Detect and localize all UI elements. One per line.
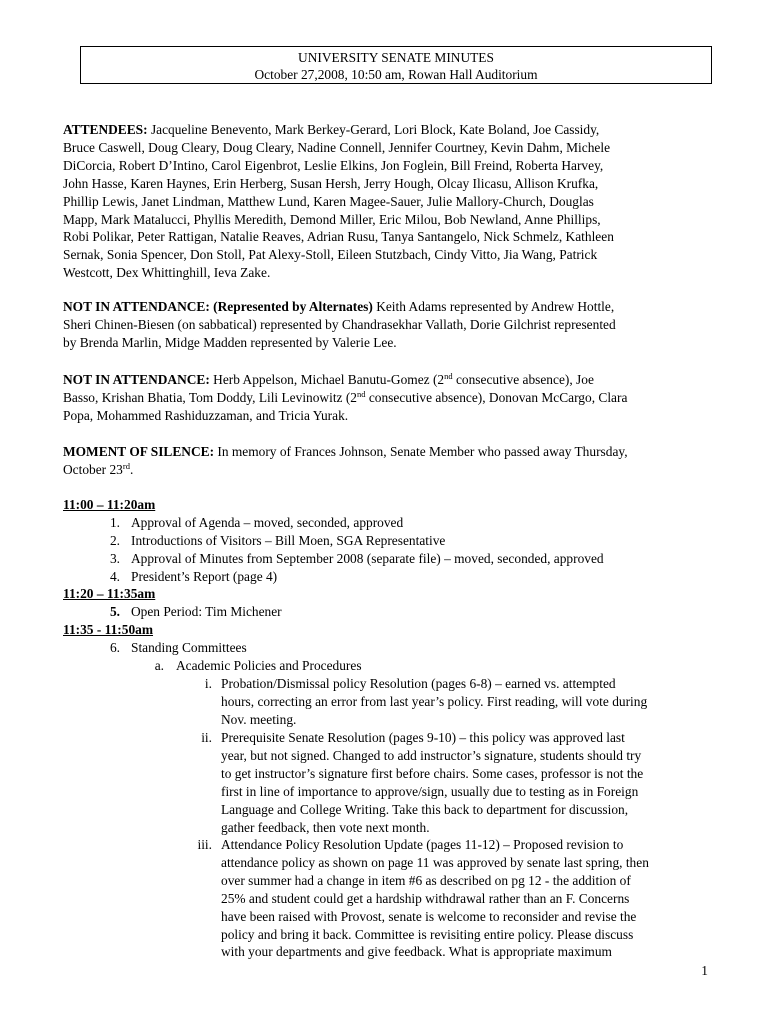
- alternates-line: by Brenda Marlin, Midge Madden represented by Valerie Lee.: [63, 334, 397, 350]
- attendees-line: Bruce Caswell, Doug Cleary, Doug Cleary, Nadine Connell, Jennifer Courtney, Kevin Dahm, Michele: [63, 139, 611, 155]
- absent-text: consecutive absence), Joe: [452, 372, 594, 387]
- roman-item-line: gather feedback, then vote next month.: [221, 819, 430, 835]
- agenda-item-number: 3.: [109, 551, 120, 566]
- absent-text: Herb Appelson, Michael Banutu-Gomez (2: [209, 372, 445, 387]
- attendees-line: Westcott, Dex Whittinghill, Ieva Zake.: [63, 265, 271, 281]
- silence-paragraph: [63, 443, 711, 479]
- silence-text: In memory of Frances Johnson, Senate Member who passed away Thursday,: [214, 444, 628, 459]
- page-number: 1: [701, 963, 708, 978]
- roman-item-number: i.: [204, 676, 212, 691]
- silence-text: .: [129, 461, 134, 477]
- meeting-date-location: October 27,2008, 10:50 am, Rowan Hall Auditorium: [254, 67, 538, 82]
- roman-item-number: ii.: [201, 730, 212, 745]
- attendees-line: Phillip Lewis, Janet Lindman, Matthew Lund, Karen Magee-Sauer, Julie Mallory-Church, Douglas: [63, 193, 594, 209]
- attendees-line: Robi Polikar, Peter Rattigan, Natalie Reaves, Adrian Rusu, Tanya Santangelo, Nick Schmelz, Kathleen: [63, 229, 614, 245]
- agenda-item-number: 4.: [109, 569, 120, 584]
- alternates-paragraph: [63, 298, 711, 352]
- agenda-item-number: 5.: [109, 604, 120, 619]
- attendees-line: Jacqueline Benevento, Mark Berkey-Gerard, Lori Block, Kate Boland, Joe Cassidy,: [147, 122, 600, 137]
- roman-item-line: Language and College Writing. Take this back to department for discussion,: [221, 801, 629, 817]
- roman-item-line: year, but not signed. Changed to add instructor’s signature, students should try: [221, 747, 642, 763]
- roman-item-line: with your departments and give feedback. What is appropriate maximum: [221, 944, 612, 960]
- roman-item-line: Attendance Policy Resolution Update (pages 11-12) – Proposed revision to: [221, 837, 624, 852]
- roman-item-number: iii.: [197, 837, 212, 852]
- agenda-item-text: Introductions of Visitors – Bill Moen, SGA Representative: [131, 533, 446, 548]
- silence-label: MOMENT OF SILENCE:: [63, 444, 215, 459]
- roman-item-line: first in line of importance to approve/sign, usually due to testing as in Foreign: [221, 783, 639, 799]
- attendees-paragraph: [63, 121, 711, 282]
- roman-item-line: over summer had a change in item #6 as described on pg 12 - the addition of: [221, 872, 631, 888]
- attendees-line: John Hasse, Karen Haynes, Erin Herberg, Susan Hersh, Jerry Hough, Olcay Ilicasu, Allison Krufka,: [63, 175, 599, 191]
- minutes-title: UNIVERSITY SENATE MINUTES: [298, 50, 494, 65]
- agenda-item-text: Approval of Agenda – moved, seconded, approved: [131, 515, 404, 530]
- agenda-item-number: 6.: [109, 640, 120, 655]
- roman-item-line: to get instructor’s signature first before chairs. Some cases, professor is not the: [221, 765, 644, 781]
- attendees-line: DiCorcia, Robert D’Intino, Carol Eigenbrot, Leslie Elkins, Jon Foglein, Bill Freind, Roberta Harvey,: [63, 157, 604, 173]
- sub-item-text: Academic Policies and Procedures: [176, 658, 362, 673]
- roman-item-text: [221, 675, 711, 729]
- agenda-item-number: 2.: [109, 533, 120, 548]
- silence-text: October 23: [63, 461, 123, 477]
- absent-label: NOT IN ATTENDANCE:: [63, 372, 210, 387]
- attendees-line: Sernak, Sonia Spencer, Don Stoll, Pat Alexy-Stoll, Eileen Stutzbach, Cindy Vitto, Jia Wang, Patrick: [63, 247, 598, 263]
- agenda-item-text: Standing Committees: [131, 640, 247, 655]
- roman-item-line: attendance policy as shown on page 11 was approved by senate last spring, then: [221, 854, 649, 870]
- time-heading: 11:20 – 11:35am: [63, 586, 156, 601]
- roman-item-line: policy and bring it back. Committee is revisiting entire policy. Please discuss: [221, 926, 634, 942]
- alternates-line: Keith Adams represented by Andrew Hottle,: [372, 299, 615, 314]
- silence-sup: rd: [122, 460, 130, 471]
- alternates-label: NOT IN ATTENDANCE: (Represented by Alternates): [63, 299, 373, 314]
- roman-item-line: hours, correcting an error from last year’s policy. First reading, will vote during: [221, 693, 648, 709]
- absent-text: consecutive absence), Donovan McCargo, Clara: [365, 389, 628, 405]
- attendees-line: Mapp, Mark Matalucci, Phyllis Meredith, Demond Miller, Eric Milou, Bob Newland, Anne Phillips,: [63, 211, 601, 227]
- roman-item-text: [221, 729, 711, 836]
- sub-item-letter: a.: [154, 658, 164, 673]
- roman-item-line: have been raised with Provost, senate is welcome to reconsider and revise the: [221, 908, 637, 924]
- agenda-item-text: Open Period: Tim Michener: [131, 604, 282, 619]
- attendees-label: ATTENDEES:: [63, 122, 148, 137]
- minutes-header-box: [80, 46, 712, 84]
- absent-sup: nd: [357, 388, 366, 399]
- time-heading: 11:35 - 11:50am: [63, 622, 154, 637]
- agenda-item-text: Approval of Minutes from September 2008 (separate file) – moved, seconded, approved: [131, 551, 604, 566]
- roman-item-line: 25% and student could get a hardship withdrawal rather than an F. Concerns: [221, 890, 630, 906]
- absent-text: Popa, Mohammed Rashiduzzaman, and Tricia Yurak.: [63, 407, 349, 423]
- roman-item-line: Probation/Dismissal policy Resolution (pages 6-8) – earned vs. attempted: [221, 676, 616, 691]
- time-heading: 11:00 – 11:20am: [63, 497, 156, 512]
- absent-paragraph: [63, 371, 711, 425]
- absent-text: Basso, Krishan Bhatia, Tom Doddy, Lili Levinowitz (2: [63, 389, 357, 405]
- agenda-item-text: President’s Report (page 4): [131, 569, 278, 584]
- absent-sup: nd: [444, 371, 453, 381]
- roman-item-line: Prerequisite Senate Resolution (pages 9-10) – this policy was approved last: [221, 730, 625, 745]
- agenda-item-number: 1.: [109, 515, 120, 530]
- alternates-line: Sheri Chinen-Biesen (on sabbatical) represented by Chandrasekhar Vallath, Dorie Gilchrist represented: [63, 316, 616, 332]
- roman-item-text: [221, 836, 711, 961]
- roman-item-line: Nov. meeting.: [221, 711, 297, 727]
